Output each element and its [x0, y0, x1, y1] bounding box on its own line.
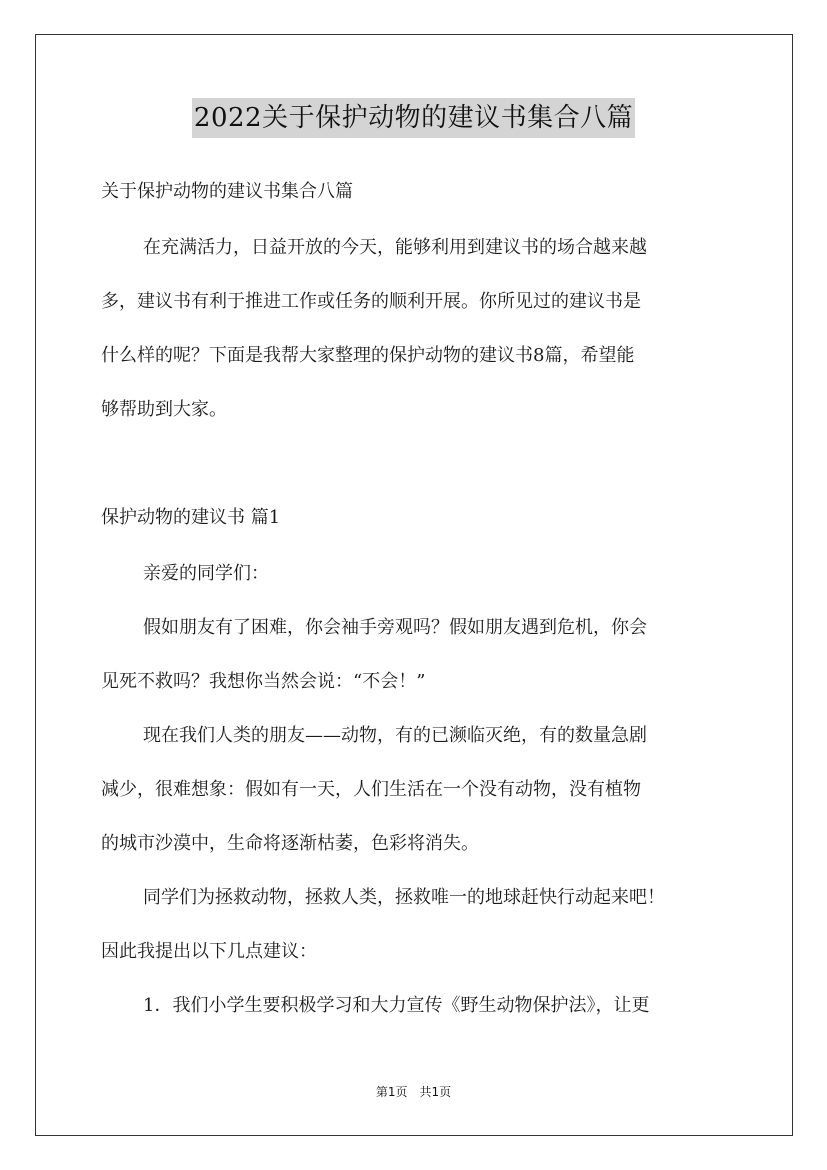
- document-subtitle: 关于保护动物的建议书集合八篇: [101, 181, 353, 202]
- title-container: [0, 98, 827, 138]
- document-title: 2022关于保护动物的建议书集合八篇: [192, 98, 635, 138]
- paragraph-line-3: 现在我们人类的朋友——动物，有的已濒临灭绝，有的数量急剧: [143, 725, 647, 746]
- paragraph-line-4: 减少，很难想象：假如有一天，人们生活在一个没有动物，没有植物: [101, 779, 641, 800]
- paragraph-line-5: 的城市沙漠中，生命将逐渐枯萎，色彩将消失。: [101, 833, 479, 854]
- section-heading: 保护动物的建议书 篇1: [101, 507, 281, 528]
- paragraph-line-7: 因此我提出以下几点建议：: [101, 941, 317, 962]
- paragraph-line-2: 见死不救吗？我想你当然会说：“不会！”: [101, 671, 426, 692]
- intro-line-4: 够帮助到大家。: [101, 399, 227, 420]
- paragraph-line-1: 假如朋友有了困难，你会袖手旁观吗？假如朋友遇到危机，你会: [143, 617, 647, 638]
- paragraph-line-8: 1．我们小学生要积极学习和大力宣传《野生动物保护法》，让更: [143, 995, 650, 1016]
- greeting: 亲爱的同学们：: [143, 563, 269, 584]
- page-number-footer: 第1页 共1页: [375, 1085, 452, 1099]
- paragraph-line-6: 同学们为拯救动物，拯救人类，拯救唯一的地球赶快行动起来吧！: [143, 887, 665, 908]
- intro-line-3: 什么样的呢？下面是我帮大家整理的保护动物的建议书8篇，希望能: [101, 345, 635, 366]
- intro-line-1: 在充满活力，日益开放的今天，能够利用到建议书的场合越来越: [143, 237, 647, 258]
- intro-line-2: 多，建议书有利于推进工作或任务的顺利开展。你所见过的建议书是: [101, 291, 641, 312]
